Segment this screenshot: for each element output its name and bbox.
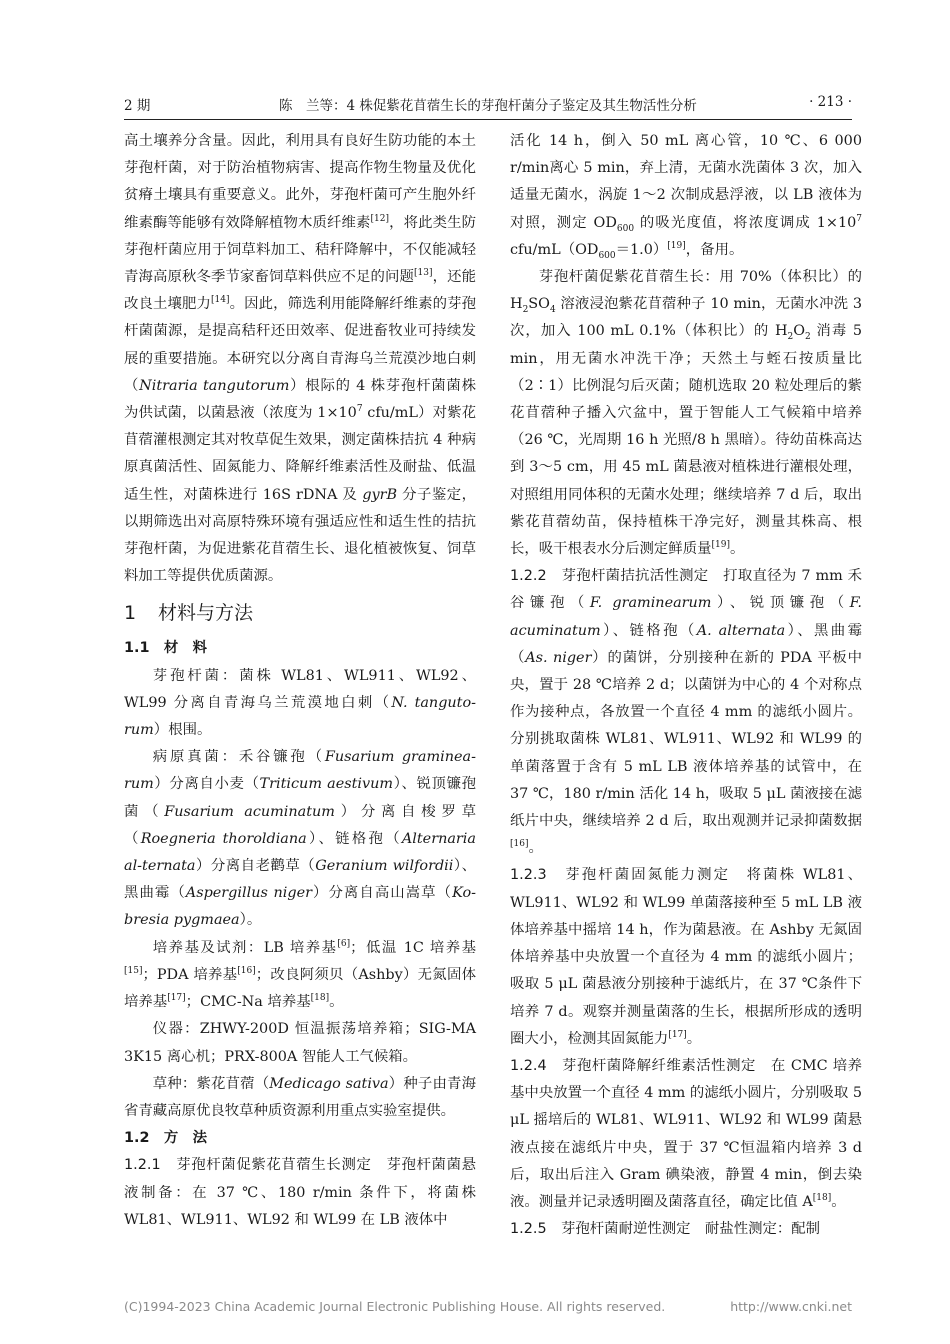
fungi-paragraph: 病原真菌：禾谷镰孢（Fusarium graminea-rum）分离自小麦（Triticum aestivum）、锐顶镰孢菌（Fusarium acuminatum）分离自梭罗草（Roegneria thoroldiana）、链格孢（Alternaria al-ternata）分离自老鹳草（Geranium wilfordii）、黑曲霉（Aspergillus niger）分离自高山嵩草（Ko-bresia pygmaea）。	[124, 749, 476, 929]
footer-url: http://www.cnki.net	[730, 1299, 852, 1314]
subsection-heading: 1.2 方 法	[124, 1130, 208, 1147]
page-number: · 213 ·	[809, 94, 852, 110]
instruments-paragraph: 仪器：ZHWY-200D 恒温振荡培养箱；SIG-MA 3K15 离心机；PRX-800A 智能人工气候箱。	[124, 1021, 476, 1065]
section-heading: 1 材料与方法	[124, 602, 254, 625]
suspension-paragraph: 活化 14 h，倒入 50 mL 离心管，10 ℃、6 000 r/min离心 5 min，弃上清，无菌水洗菌体 3 次，加入适量无菌水，涡旋 1～2 次制成悬浮液，以 LB 液体为对照，测定 $OD_{600}$ 的吸光度值，将浓度调成 $1\times 10^7$ cfu/$mL(OD_{600}=1.0)[19]$，备用。	[510, 133, 862, 261]
header-rule	[124, 119, 852, 120]
intro-paragraph: 高土壤养分含量。因此，利用具有良好生防功能的本土芽孢杆菌，对于防治植物病害、提高作物生物量及优化贫瘠土壤具有重要意义。此外，芽孢杆菌可产生胞外纤维素酶等能够有效降解植物木质纤维素[12]，将此类生防芽孢杆菌应用于饲草料加工、秸秆降解中，不仅能减轻青海高原秋冬季节家畜饲草料供应不足的问题[13]，还能改良土壤肥力[14]。因此，筛选利用能降解纤维素的芽孢杆菌菌源，是提高秸秆还田效率、促进畜牧业可持续发展的重要措施。本研究以分离自青海乌兰荒漠沙地白刺（Nitraria tangutorum）根际的 4 株芽孢杆菌菌株为供试菌，以菌悬液（浓度为 $1\times 10^7$ cfu/mL）对紫花苜蓿灌根测定其对牧草促生效果，测定菌株拮抗 4 种病原真菌活性、固氮能力、降解纤维素活性及耐盐、低温适生性，对菌株进行 16S rDNA 及 gyrB 分子鉴定，以期筛选出对高原特殊环境有强适应性和适生性的拮抗芽孢杆菌，为促进紫花苜蓿生长、退化植被恢复、饲草料加工等提供优质菌源。	[124, 133, 476, 585]
left-column	[124, 128, 476, 1234]
cellulose-paragraph: 1.2.4 芽孢杆菌降解纤维素活性测定 在 CMC 培养基中央放置一个直径 4 mm 的滤纸小圆片，分别吸取 5 μL 摇培后的 WL81、WL911、WL92 和 WL99 菌悬液点接在滤纸片中央，置于 37 ℃恒温箱内培养 3 d 后，取出后注入 Gram 碘染液，静置 4 min，倒去染液。测量并记录透明圈及菌落直径，确定比值 A[18]。	[510, 1057, 862, 1210]
copyright-text: (C)1994-2023 China Academic Journal Electronic Publishing House. All rights reserved.	[124, 1299, 666, 1314]
media-paragraph: 培养基及试剂：LB 培养基[6]；低温 1C 培养基[15]；PDA 培养基[16]；改良阿须贝（Ashby）无氮固体培养基[17]；CMC-Na 培养基[18]。	[124, 938, 476, 1011]
stress-tolerance-paragraph: 1.2.5 芽孢杆菌耐逆性测定 耐盐性测定：配制	[510, 1221, 821, 1238]
seed-paragraph: 草种：紫花苜蓿（Medicago sativa）种子由青海省青藏高原优良牧草种质资源利用重点实验室提供。	[124, 1075, 476, 1119]
right-column	[510, 128, 862, 1243]
issue-number: 2 期	[124, 98, 151, 114]
copyright-footer	[124, 1299, 852, 1314]
antagonism-paragraph: 1.2.2 芽孢杆菌拮抗活性测定 打取直径为 7 mm 禾谷镰孢（F. graminearum）、锐顶镰孢（F. acuminatum）、链格孢（A. alternata）、黑曲霉（As. niger）的菌饼，分别接种在新的 PDA 平板中央，置于 28 ℃培养 2 d；以菌饼为中心的 4 个对称点作为接种点，各放置一个直径 4 mm 的滤纸小圆片。分别挑取菌株 WL81、WL911、WL92 和 WL99 的单菌落置于含有 5 mL LB 液体培养基的试管中，在 37 ℃，180 r/min 活化 14 h，吸取 5 μL 菌液接在滤纸片中央，继续培养 2 d 后，取出观测并记录抑菌数据[16]。	[510, 568, 863, 857]
running-title: 陈 兰等：4 株促紫花苜蓿生长的芽孢杆菌分子鉴定及其生物活性分析	[279, 98, 697, 114]
method-paragraph: 1.2.1 芽孢杆菌促紫花苜蓿生长测定 芽孢杆菌菌悬液制备：在 37 ℃、180 r/min 条件下，将菌株 WL81、WL911、WL92 和 WL99 在 LB 液体中	[124, 1157, 476, 1228]
running-header	[124, 94, 852, 120]
bacteria-paragraph: 芽孢杆菌：菌株 WL81、WL911、WL92、WL99 分离自青海乌兰荒漠地白刺（N. tanguto-rum）根围。	[124, 667, 476, 739]
nitrogen-fixation-paragraph: 1.2.3 芽孢杆菌固氮能力测定 将菌株 WL81、WL911、WL92 和 WL99 单菌落接种至 5 mL LB 液体培养基中摇培 14 h，作为菌悬液。在 Ashby 无氮固体培养基中央放置一个直径为 4 mm 的滤纸小圆片；吸取 5 μL 菌悬液分别接种于滤纸片，在 37 ℃条件下培养 7 d。观察并测量菌落的生长，根据所形成的透明圈大小，检测其固氮能力[17]。	[510, 867, 863, 1047]
growth-paragraph: 芽孢杆菌促紫花苜蓿生长：用 70%（体积比）的 $H_2SO_4$ 溶液浸泡紫花苜蓿种子 10 min，无菌水冲洗 3 次，加入 100 mL 0.1%（体积比）的 $H_2O_2$ 消毒 5 min，用无菌水冲洗干净；天然土与蛭石按质量比（2∶1）比例混匀后灭菌；随机选取 20 粒处理后的紫花苜蓿种子播入穴盆中，置于智能人工气候箱中培养（26 ℃，光周期 16 h 光照/8 h 黑暗）。待幼苗株高达到 3～5 cm，用 45 mL 菌悬液对植株进行灌根处理，对照组用同体积的无菌水处理；继续培养 7 d 后，取出紫花苜蓿幼苗，保持植株干净完好，测量其株高、根长，吸干根表水分后测定鲜质量[19]。	[510, 269, 863, 558]
subsection-heading: 1.1 材 料	[124, 640, 208, 657]
